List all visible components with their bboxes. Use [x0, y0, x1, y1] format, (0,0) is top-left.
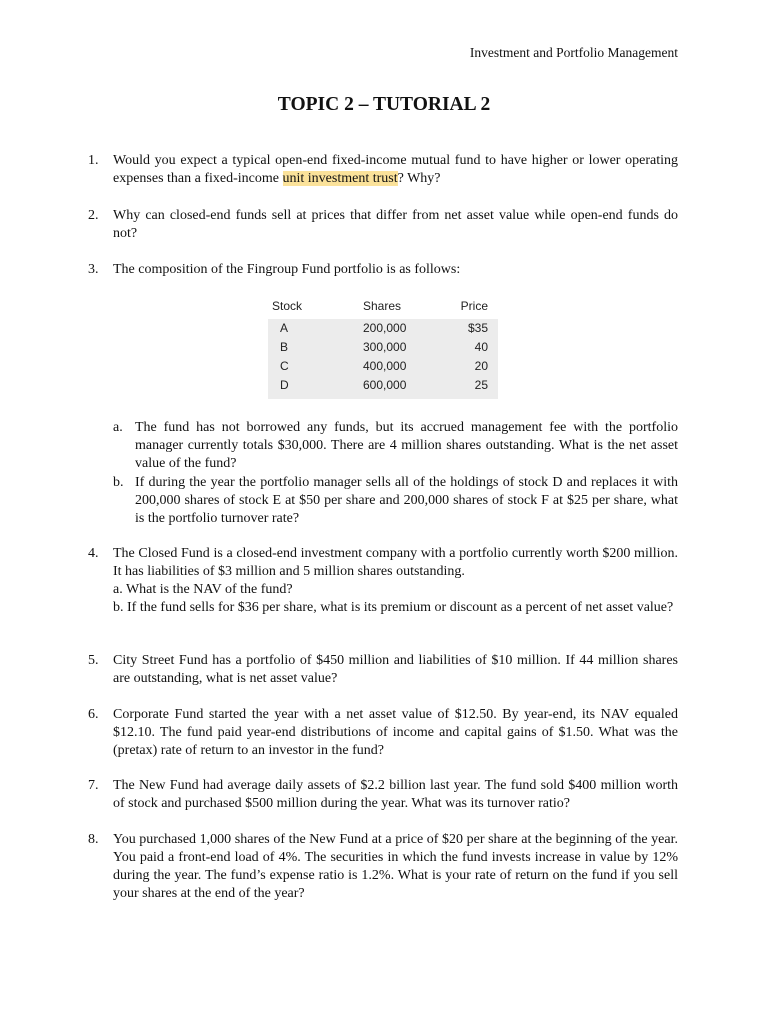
table-row: [268, 359, 498, 379]
question-text: Corporate Fund started the year with a net asset value of $12.50. By year-end, its NAV equaled $12.10. The fund paid year-end distributions of income and capital gains of $1.50. What was the (pretax) rate of return to an investor in the fund?: [113, 707, 678, 758]
sub-text: If during the year the portfolio manager sells all of the holdings of stock D and replaces it with 200,000 shares of stock E at $50 per share and 200,000 shares of stock F at $25 per share, what is the portfolio turnover rate?: [135, 475, 678, 526]
cell-price: $35: [467, 321, 488, 335]
page-title: TOPIC 2 – TUTORIAL 2: [277, 94, 491, 115]
question-text: [113, 152, 678, 188]
question-2: [88, 207, 678, 243]
table-header: [268, 293, 498, 320]
header-shares: Shares: [363, 299, 402, 313]
cell-stock: D: [280, 378, 289, 392]
question-number: 4.: [88, 546, 99, 561]
sub-label: a.: [113, 420, 123, 435]
question-text: You purchased 1,000 shares of the New Fund at a price of $20 per share at the beginning of the year. You paid a front-end load of 4%. The securities in which the fund invests increase in value by 12% during the year. The fund’s expense ratio is 1.2%. What is your rate of return on the fund if you sell your shares at the end of the year?: [113, 832, 678, 901]
question-text: Why can closed-end funds sell at prices that differ from net asset value while open-end funds do not?: [113, 208, 678, 241]
question-number: 8.: [88, 832, 99, 847]
question-text: The composition of the Fingroup Fund portfolio is as follows:: [113, 262, 461, 277]
question-number: 6.: [88, 707, 99, 722]
table-row: [268, 378, 498, 398]
sub-label: b.: [113, 475, 124, 490]
table-row: [268, 340, 498, 360]
question-1: [88, 152, 678, 188]
question-7: [88, 777, 678, 813]
portfolio-table: [268, 293, 498, 403]
question-4: [88, 545, 678, 617]
question-intro: The Closed Fund is a closed-end investment company with a portfolio currently worth $200 million. It has liabilities of $3 million and 5 million shares outstanding.: [113, 546, 678, 579]
question-5: [88, 652, 678, 688]
header-stock: Stock: [272, 299, 303, 313]
table-body: [268, 319, 498, 399]
question-text: [113, 545, 678, 617]
question-number: 3.: [88, 262, 99, 277]
question-number: 5.: [88, 653, 99, 668]
question-text-end: ? Why?: [397, 171, 441, 186]
question-text: City Street Fund has a portfolio of $450 million and liabilities of $10 million. If 44 million shares are outstanding, what is net asset value?: [113, 653, 678, 686]
question-3b: [113, 474, 678, 528]
sub-question-b: b. If the fund sells for $36 per share, what is its premium or discount as a percent of net asset value?: [113, 600, 674, 615]
header-price: Price: [460, 299, 488, 313]
question-3: [88, 261, 678, 279]
cell-price: 25: [474, 378, 488, 392]
question-3a: [113, 419, 678, 473]
cell-shares: 400,000: [363, 359, 407, 373]
cell-stock: B: [280, 340, 289, 354]
question-number: 2.: [88, 208, 99, 223]
question-8: [88, 831, 678, 903]
cell-shares: 300,000: [363, 340, 407, 354]
running-header: Investment and Portfolio Management: [469, 45, 678, 60]
question-text-start: Would you expect a typical open-end fixed-income mutual fund to have higher or lower operating expenses than a fixed-income: [113, 153, 678, 186]
cell-shares: 200,000: [363, 321, 407, 335]
question-number: 1.: [88, 153, 99, 168]
cell-stock: C: [280, 359, 289, 373]
sub-text: The fund has not borrowed any funds, but its accrued management fee with the portfolio manager currently totals $30,000. There are 4 million shares outstanding. What is the net asset value of the fund?: [135, 420, 678, 471]
question-6: [88, 706, 678, 760]
cell-shares: 600,000: [363, 378, 407, 392]
question-text: The New Fund had average daily assets of $2.2 billion last year. The fund sold $400 million worth of stock and purchased $500 million during the year. What was its turnover ratio?: [113, 778, 678, 811]
question-number: 7.: [88, 778, 99, 793]
cell-stock: A: [280, 321, 289, 335]
highlighted-text: unit investment trust: [282, 171, 398, 186]
table-row: [268, 321, 498, 341]
cell-price: 40: [474, 340, 488, 354]
sub-question-a: a. What is the NAV of the fund?: [113, 582, 293, 597]
cell-price: 20: [474, 359, 488, 373]
